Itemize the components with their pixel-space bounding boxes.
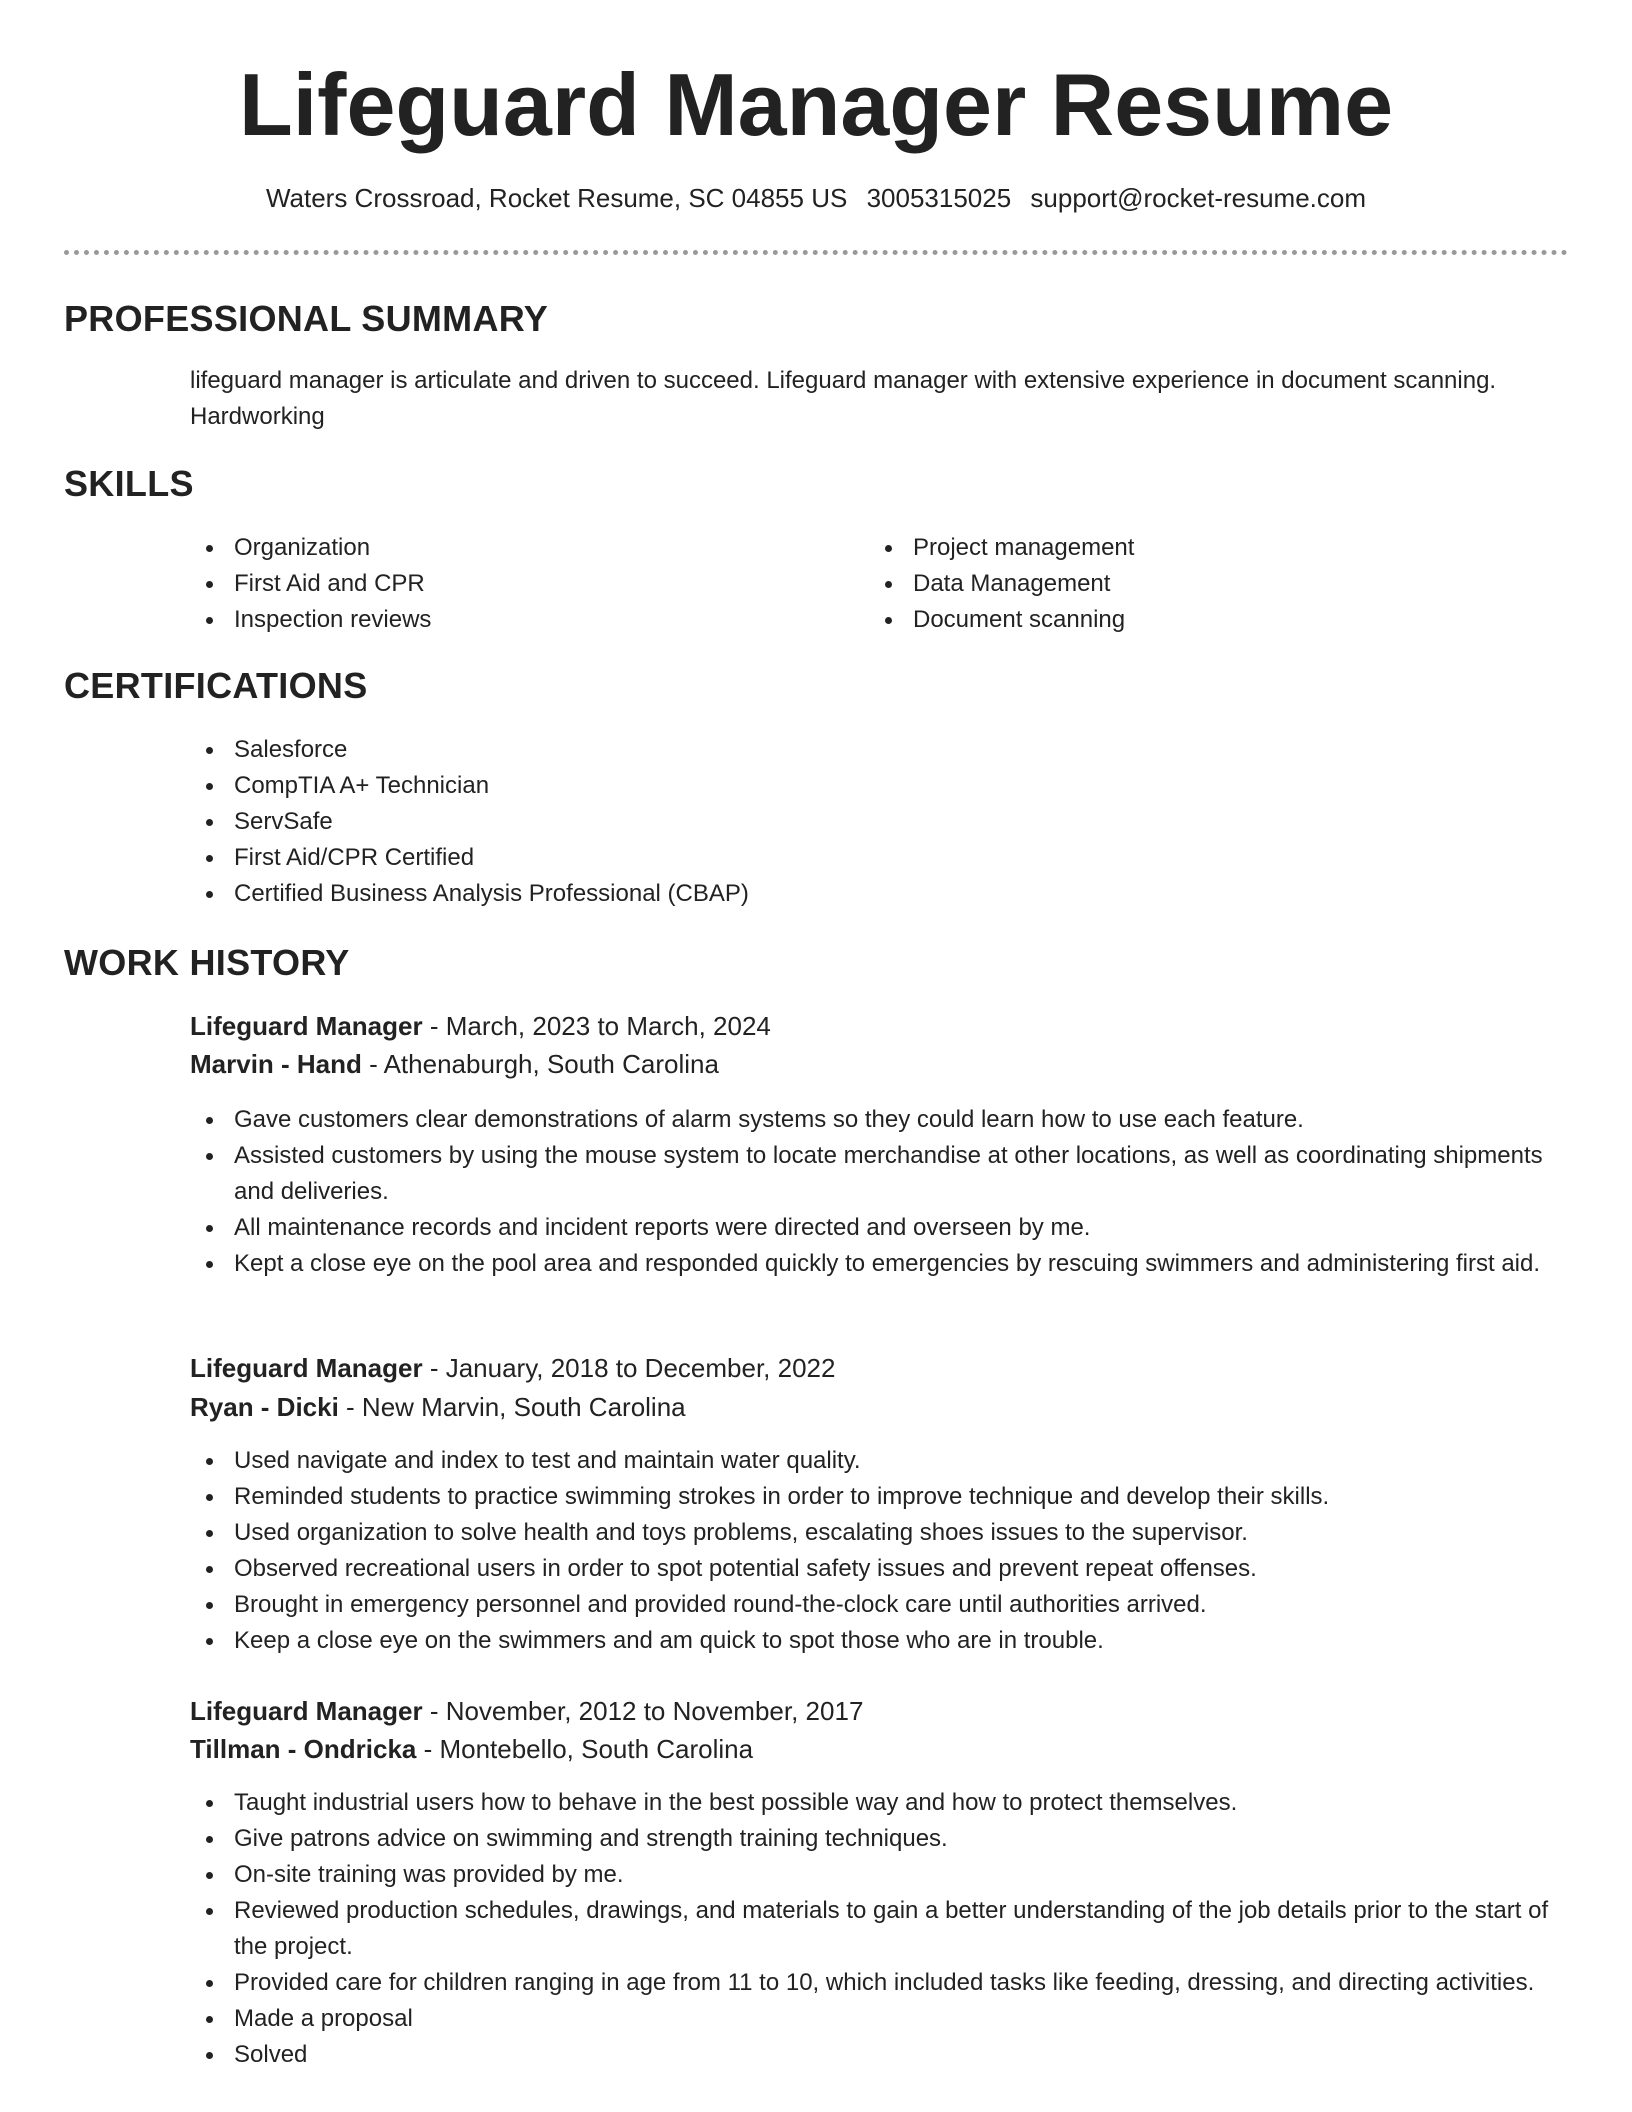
job-dates: - January, 2018 to December, 2022	[422, 1353, 836, 1383]
certifications-list	[190, 732, 1490, 912]
job-title-line	[190, 1349, 835, 1387]
job-bullet: Observed recreational users in order to spot potential safety issues and prevent repeat offenses.	[190, 1551, 1570, 1587]
job-bullet: Gave customers clear demonstrations of alarm systems so they could learn how to use each feature.	[190, 1102, 1570, 1138]
skills-heading: SKILLS	[64, 463, 194, 504]
job-company-line	[190, 1730, 753, 1768]
job-dates: - March, 2023 to March, 2024	[422, 1011, 771, 1041]
header-divider	[64, 250, 1568, 255]
job-bullets	[190, 1785, 1570, 2073]
skills-list-left	[190, 530, 830, 638]
job-bullet: Provided care for children ranging in age from 11 to 10, which included tasks like feeding, dressing, and directing activities.	[190, 1965, 1570, 2001]
job-bullets	[190, 1443, 1570, 1659]
certifications-heading: CERTIFICATIONS	[64, 665, 368, 706]
skill-item: Data Management	[869, 566, 1509, 602]
job-company: Ryan - Dicki	[190, 1392, 339, 1422]
job-bullet: Brought in emergency personnel and provided round-the-clock care until authorities arrived.	[190, 1587, 1570, 1623]
job-title: Lifeguard Manager	[190, 1011, 423, 1041]
job-bullet: Assisted customers by using the mouse system to locate merchandise at other locations, as well as coordinating shipments and deliveries.	[190, 1138, 1570, 1210]
job-location: - Montebello, South Carolina	[416, 1734, 754, 1764]
skill-item: Document scanning	[869, 602, 1509, 638]
job-bullet: On-site training was provided by me.	[190, 1857, 1570, 1893]
job-bullet: Used organization to solve health and toys problems, escalating shoes issues to the supervisor.	[190, 1515, 1570, 1551]
job-company-line	[190, 1388, 686, 1426]
certification-item: Salesforce	[190, 732, 1490, 768]
skills-list-right	[869, 530, 1509, 638]
contact-line	[0, 181, 1632, 215]
certification-item: Certified Business Analysis Professional (CBAP)	[190, 876, 1490, 912]
job-company: Tillman - Ondricka	[190, 1734, 417, 1764]
job-dates: - November, 2012 to November, 2017	[422, 1696, 864, 1726]
job-bullets	[190, 1102, 1570, 1282]
job-bullet: Made a proposal	[190, 2001, 1570, 2037]
contact-phone: 3005315025	[866, 183, 1012, 213]
skill-item: Organization	[190, 530, 830, 566]
job-bullet: Used navigate and index to test and maintain water quality.	[190, 1443, 1570, 1479]
skill-item: Project management	[869, 530, 1509, 566]
job-company: Marvin - Hand	[190, 1049, 362, 1079]
job-title: Lifeguard Manager	[190, 1696, 423, 1726]
skill-item: Inspection reviews	[190, 602, 830, 638]
job-title-line	[190, 1007, 771, 1045]
job-title: Lifeguard Manager	[190, 1353, 423, 1383]
contact-email: support@rocket-resume.com	[1030, 183, 1367, 213]
job-location: - New Marvin, South Carolina	[338, 1392, 686, 1422]
summary-text: lifeguard manager is articulate and driven to succeed. Lifeguard manager with extensive experience in document scanning. Hardworking	[190, 367, 1497, 430]
job-title-line	[190, 1692, 863, 1730]
job-company-line	[190, 1045, 719, 1083]
job-bullet: Kept a close eye on the pool area and responded quickly to emergencies by rescuing swimmers and administering first aid.	[190, 1246, 1570, 1282]
job-bullet: Give patrons advice on swimming and strength training techniques.	[190, 1821, 1570, 1857]
job-bullet: All maintenance records and incident reports were directed and overseen by me.	[190, 1210, 1570, 1246]
contact-address: Waters Crossroad, Rocket Resume, SC 04855 US	[265, 183, 848, 213]
page-title: Lifeguard Manager Resume	[238, 55, 1394, 154]
job-bullet: Reminded students to practice swimming strokes in order to improve technique and develop their skills.	[190, 1479, 1570, 1515]
summary-heading: PROFESSIONAL SUMMARY	[64, 298, 549, 339]
certification-item: ServSafe	[190, 804, 1490, 840]
skill-item: First Aid and CPR	[190, 566, 830, 602]
job-bullet: Reviewed production schedules, drawings, and materials to gain a better understanding of the job details prior to the start of the project.	[190, 1893, 1570, 1965]
job-bullet: Solved	[190, 2037, 1570, 2073]
certification-item: CompTIA A+ Technician	[190, 768, 1490, 804]
job-location: - Athenaburgh, South Carolina	[361, 1049, 719, 1079]
job-bullet: Keep a close eye on the swimmers and am quick to spot those who are in trouble.	[190, 1623, 1570, 1659]
job-bullet: Taught industrial users how to behave in the best possible way and how to protect themselves.	[190, 1785, 1570, 1821]
certification-item: First Aid/CPR Certified	[190, 840, 1490, 876]
work-history-heading: WORK HISTORY	[64, 942, 350, 983]
